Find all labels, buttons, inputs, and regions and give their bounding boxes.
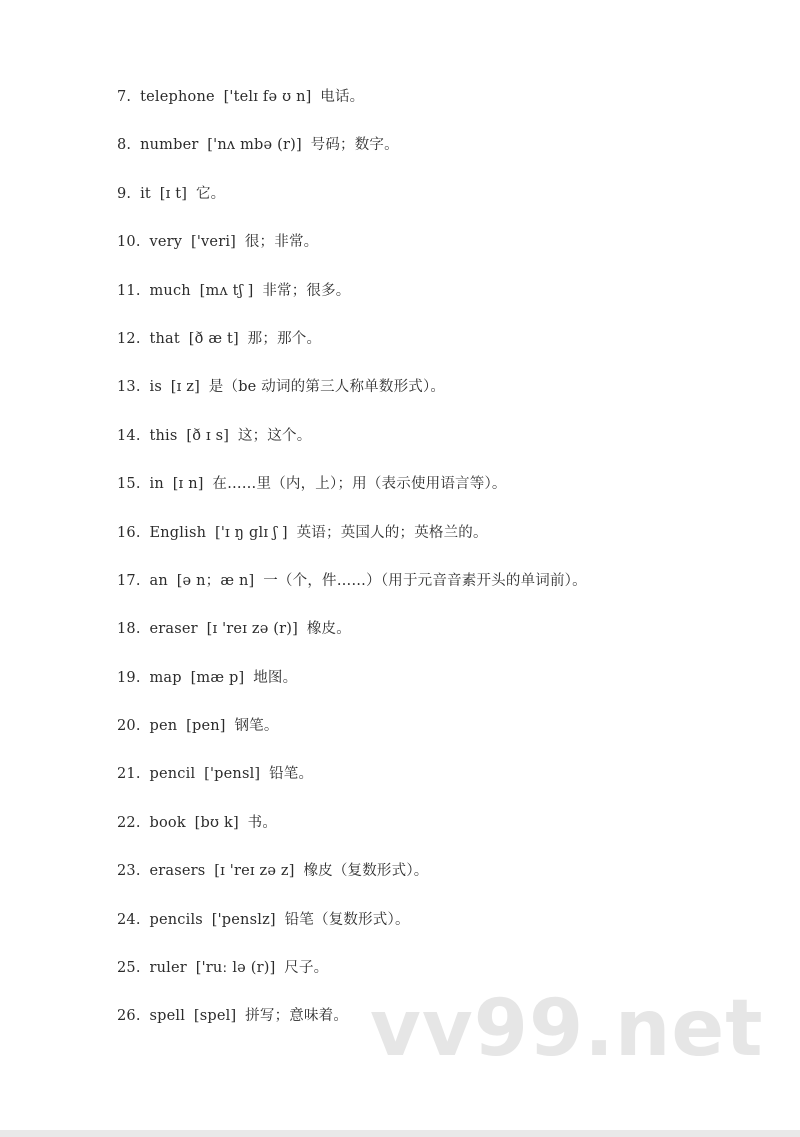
entry-word: this (149, 427, 178, 444)
vocab-entry (117, 903, 587, 951)
entry-phonetic: [spel] (193, 1008, 237, 1025)
page-bottom-edge (0, 1130, 800, 1137)
entry-number: 23. (117, 863, 141, 880)
vocab-entry (117, 274, 587, 322)
entry-phonetic: [mʌ tʃ ] (199, 282, 254, 299)
entry-meaning: 书。 (247, 814, 278, 831)
entry-word: ruler (149, 960, 187, 977)
entry-word: pen (149, 718, 178, 735)
entry-meaning: 地图。 (253, 669, 298, 686)
entry-meaning: 是（be 动词的第三人称单数形式）。 (208, 379, 446, 396)
entry-number: 15. (117, 476, 141, 493)
entry-meaning: 那；那个。 (247, 330, 322, 347)
vocabulary-list (117, 80, 587, 1048)
entry-meaning: 钢笔。 (234, 718, 279, 735)
vocab-entry (117, 516, 587, 564)
entry-phonetic: ['penslz] (211, 911, 276, 928)
entry-meaning: 非常；很多。 (262, 282, 351, 299)
entry-word: an (149, 572, 168, 589)
entry-number: 24. (117, 911, 141, 928)
entry-phonetic: [mæ p] (190, 669, 245, 686)
entry-word: book (149, 814, 186, 831)
vocab-entry (117, 177, 587, 225)
entry-phonetic: ['ruː lə (r)] (195, 960, 276, 977)
entry-phonetic: ['pensl] (204, 766, 261, 783)
entry-phonetic: [ɪ 'reɪ zə (r)] (206, 621, 298, 638)
entry-meaning: 电话。 (320, 89, 365, 105)
vocab-entry (117, 951, 587, 999)
vocab-entry (117, 322, 587, 370)
entry-number: 14. (117, 427, 141, 444)
entry-word: map (149, 669, 182, 686)
entry-meaning: 橡皮。 (306, 621, 351, 638)
vocab-entry (117, 225, 587, 273)
entry-number: 10. (117, 234, 141, 251)
vocab-entry (117, 370, 587, 418)
entry-phonetic: [pen] (186, 718, 226, 735)
vocab-entry (117, 419, 587, 467)
entry-meaning: 一（个，件……）（用于元音音素开头的单词前）。 (263, 572, 587, 589)
entry-word: very (149, 234, 183, 251)
vocab-entry (117, 806, 587, 854)
entry-word: English (149, 524, 207, 541)
entry-number: 20. (117, 718, 141, 735)
entry-number: 11. (117, 282, 141, 299)
entry-word: telephone (140, 89, 215, 105)
entry-number: 9. (117, 185, 132, 202)
entry-phonetic: ['telɪ fə ʊ n] (223, 89, 312, 105)
watermark: vv99.net (370, 984, 764, 1074)
entry-phonetic: [ɪ z] (170, 379, 200, 396)
entry-word: pencil (149, 766, 196, 783)
entry-meaning: 这；这个。 (237, 427, 312, 444)
entry-number: 12. (117, 330, 141, 347)
entry-number: 22. (117, 814, 141, 831)
entry-word: is (149, 379, 162, 396)
entry-number: 7. (117, 89, 132, 105)
vocab-entry (117, 999, 587, 1047)
entry-word: much (149, 282, 191, 299)
entry-phonetic: [ɪ n] (172, 476, 204, 493)
entry-number: 8. (117, 137, 132, 154)
entry-number: 19. (117, 669, 141, 686)
entry-phonetic: [ð ɪ s] (186, 427, 230, 444)
entry-number: 17. (117, 572, 141, 589)
entry-word: eraser (149, 621, 198, 638)
entry-word: in (149, 476, 164, 493)
vocab-entry (117, 564, 587, 612)
entry-number: 26. (117, 1008, 141, 1025)
vocab-entry (117, 128, 587, 176)
entry-phonetic: [ə n；æ n] (176, 572, 255, 589)
entry-phonetic: [bʊ k] (194, 814, 239, 831)
entry-word: pencils (149, 911, 203, 928)
entry-meaning: 很；非常。 (244, 234, 319, 251)
entry-word: spell (149, 1008, 186, 1025)
entry-word: it (140, 185, 151, 202)
entry-meaning: 它。 (195, 185, 226, 202)
vocab-entry (117, 80, 587, 128)
vocab-entry (117, 854, 587, 902)
entry-meaning: 号码；数字。 (310, 137, 399, 154)
entry-number: 18. (117, 621, 141, 638)
entry-phonetic: [ð æ t] (188, 330, 239, 347)
entry-word: that (149, 330, 180, 347)
entry-meaning: 铅笔。 (269, 766, 314, 783)
entry-number: 13. (117, 379, 141, 396)
entry-meaning: 英语；英国人的；英格兰的。 (296, 524, 488, 541)
vocab-entry (117, 612, 587, 660)
vocab-entry (117, 661, 587, 709)
entry-phonetic: ['nʌ mbə (r)] (207, 137, 302, 154)
entry-word: number (140, 137, 199, 154)
entry-number: 16. (117, 524, 141, 541)
entry-word: erasers (149, 863, 206, 880)
entry-phonetic: ['ɪ ŋ glɪ ʃ ] (214, 524, 288, 541)
entry-number: 25. (117, 960, 141, 977)
entry-phonetic: [ɪ t] (159, 185, 188, 202)
entry-number: 21. (117, 766, 141, 783)
entry-meaning: 拼写；意味着。 (245, 1008, 349, 1025)
entry-meaning: 在……里（内，上）；用（表示使用语言等）。 (212, 476, 507, 493)
entry-meaning: 橡皮（复数形式）。 (303, 863, 429, 880)
entry-phonetic: ['veri] (191, 234, 237, 251)
entry-phonetic: [ɪ 'reɪ zə z] (214, 863, 295, 880)
entry-meaning: 铅笔（复数形式）。 (284, 911, 410, 928)
vocab-entry (117, 709, 587, 757)
vocab-entry (117, 467, 587, 515)
vocab-entry (117, 757, 587, 805)
entry-meaning: 尺子。 (284, 960, 329, 977)
